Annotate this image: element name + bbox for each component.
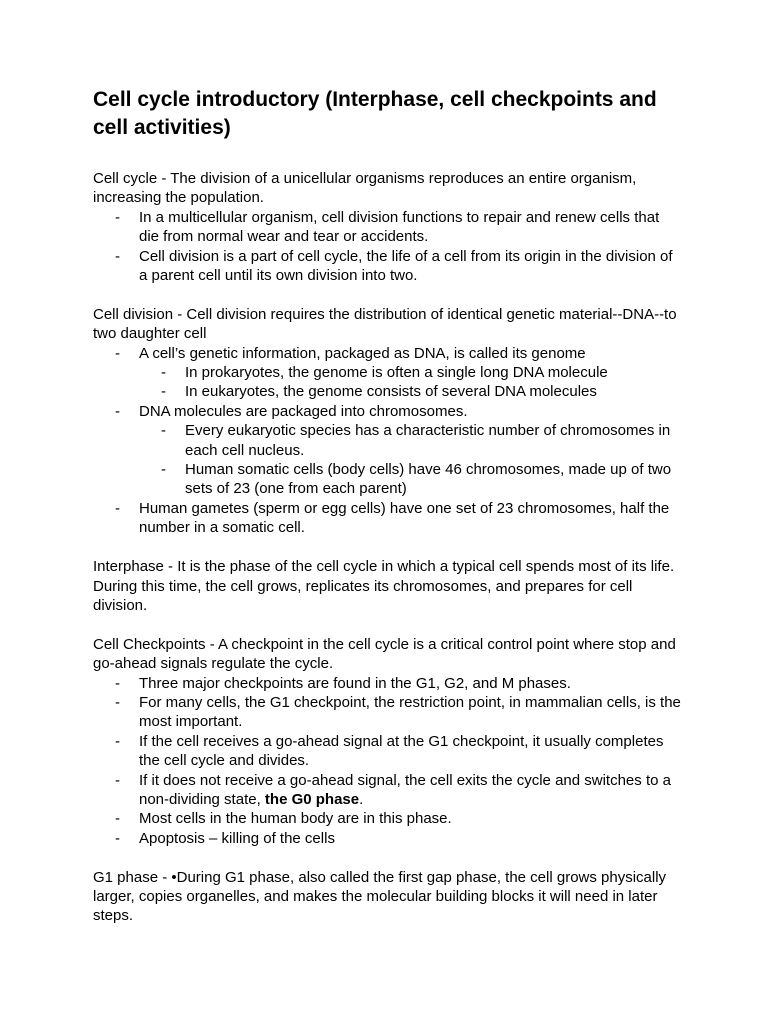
bullet-dash: -	[115, 499, 120, 517]
sublist-item	[139, 460, 683, 499]
bullet-dash: -	[115, 810, 120, 828]
cell-division-list	[93, 344, 683, 538]
list-item-text: In a multicellular organism, cell division functions to repair and renew cells that die from normal wear and tear or accidents.	[139, 208, 660, 246]
section-cell-cycle	[93, 169, 683, 285]
bullet-dash: -	[115, 208, 120, 226]
list-item-text: If it does not receive a go-ahead signal, the cell exits the cycle and switches to a non-dividing state,	[139, 771, 671, 808]
list-item-text: Apoptosis – killing of the cells	[139, 829, 335, 847]
section-interphase	[93, 557, 683, 615]
list-item	[93, 693, 683, 732]
list-item	[93, 344, 683, 402]
list-item-text: If the cell receives a go-ahead signal at the G1 checkpoint, it usually completes the cell cycle and divides.	[139, 732, 664, 770]
cell-cycle-paragraph: Cell cycle - The division of a unicellular organisms reproduces an entire organism, increasing the population.	[93, 170, 637, 207]
list-item	[93, 402, 683, 499]
sublist-item	[139, 421, 683, 460]
bullet-dash: -	[115, 674, 120, 692]
g1-phase-paragraph: G1 phase - •During G1 phase, also called the first gap phase, the cell grows physically larger, copies organelles, and makes the molecular building blocks it will need in later steps.	[93, 868, 667, 925]
list-item	[93, 809, 683, 828]
bullet-dash: -	[115, 829, 120, 847]
checkpoints-paragraph: Cell Checkpoints - A checkpoint in the cell cycle is a critical control point where stop and go-ahead signals regulate the cycle.	[93, 635, 676, 673]
interphase-paragraph: Interphase - It is the phase of the cell cycle in which a typical cell spends most of its life. During this time, the cell grows, replicates its chromosomes, and prepares for cell division.	[93, 558, 675, 614]
cell-division-paragraph: Cell division - Cell division requires the distribution of identical genetic material--DNA--to two daughter cell	[93, 305, 677, 343]
bullet-dash: -	[115, 402, 120, 420]
list-item	[93, 732, 683, 771]
g0-phase-emphasis: the G0 phase	[264, 790, 360, 808]
document-title: Cell cycle introductory (Interphase, cell checkpoints and cell activities)	[93, 88, 657, 139]
list-item-text: Three major checkpoints are found in the G1, G2, and M phases.	[139, 674, 571, 692]
bullet-dash: -	[115, 732, 120, 750]
list-item	[93, 247, 683, 286]
sublist-item-text: Every eukaryotic species has a characteristic number of chromosomes in each cell nucleus.	[185, 422, 671, 459]
bullet-dash: -	[115, 344, 120, 362]
list-item-text: A cell’s genetic information, packaged as DNA, is called its genome	[139, 344, 586, 362]
bullet-dash: -	[115, 693, 120, 711]
bullet-dash: -	[161, 364, 166, 382]
sublist-item-text: In eukaryotes, the genome consists of several DNA molecules	[185, 383, 597, 401]
bullet-dash: -	[161, 383, 166, 401]
list-item	[93, 771, 683, 810]
chromosome-sublist	[139, 421, 683, 499]
list-item-period: .	[359, 790, 364, 808]
list-item	[93, 499, 683, 538]
sublist-item-text: In prokaryotes, the genome is often a single long DNA molecule	[185, 364, 608, 382]
document-page	[93, 86, 683, 945]
sublist-item	[139, 363, 683, 382]
bullet-dash: -	[161, 461, 166, 479]
section-cell-checkpoints	[93, 635, 683, 848]
bullet-dash: -	[115, 247, 120, 265]
cell-cycle-list	[93, 208, 683, 286]
bullet-dash: -	[161, 422, 166, 440]
sublist-item-text: Human somatic cells (body cells) have 46 chromosomes, made up of two sets of 23 (one from each parent)	[185, 461, 672, 498]
list-item	[93, 829, 683, 848]
list-item-text: Most cells in the human body are in this phase.	[139, 810, 452, 828]
list-item-text: Cell division is a part of cell cycle, the life of a cell from its origin in the division of a parent cell until its own division into two.	[139, 247, 673, 285]
genome-sublist	[139, 363, 683, 402]
list-item-text: Human gametes (sperm or egg cells) have one set of 23 chromosomes, half the number in a somatic cell.	[139, 499, 670, 537]
sublist-item	[139, 382, 683, 401]
list-item	[93, 674, 683, 693]
list-item-text: DNA molecules are packaged into chromosomes.	[139, 402, 468, 420]
section-cell-division	[93, 305, 683, 538]
list-item-text: For many cells, the G1 checkpoint, the restriction point, in mammalian cells, is the most important.	[139, 693, 681, 731]
bullet-dash: -	[115, 771, 120, 789]
list-item	[93, 208, 683, 247]
checkpoints-list	[93, 674, 683, 849]
section-g1-phase	[93, 868, 683, 926]
